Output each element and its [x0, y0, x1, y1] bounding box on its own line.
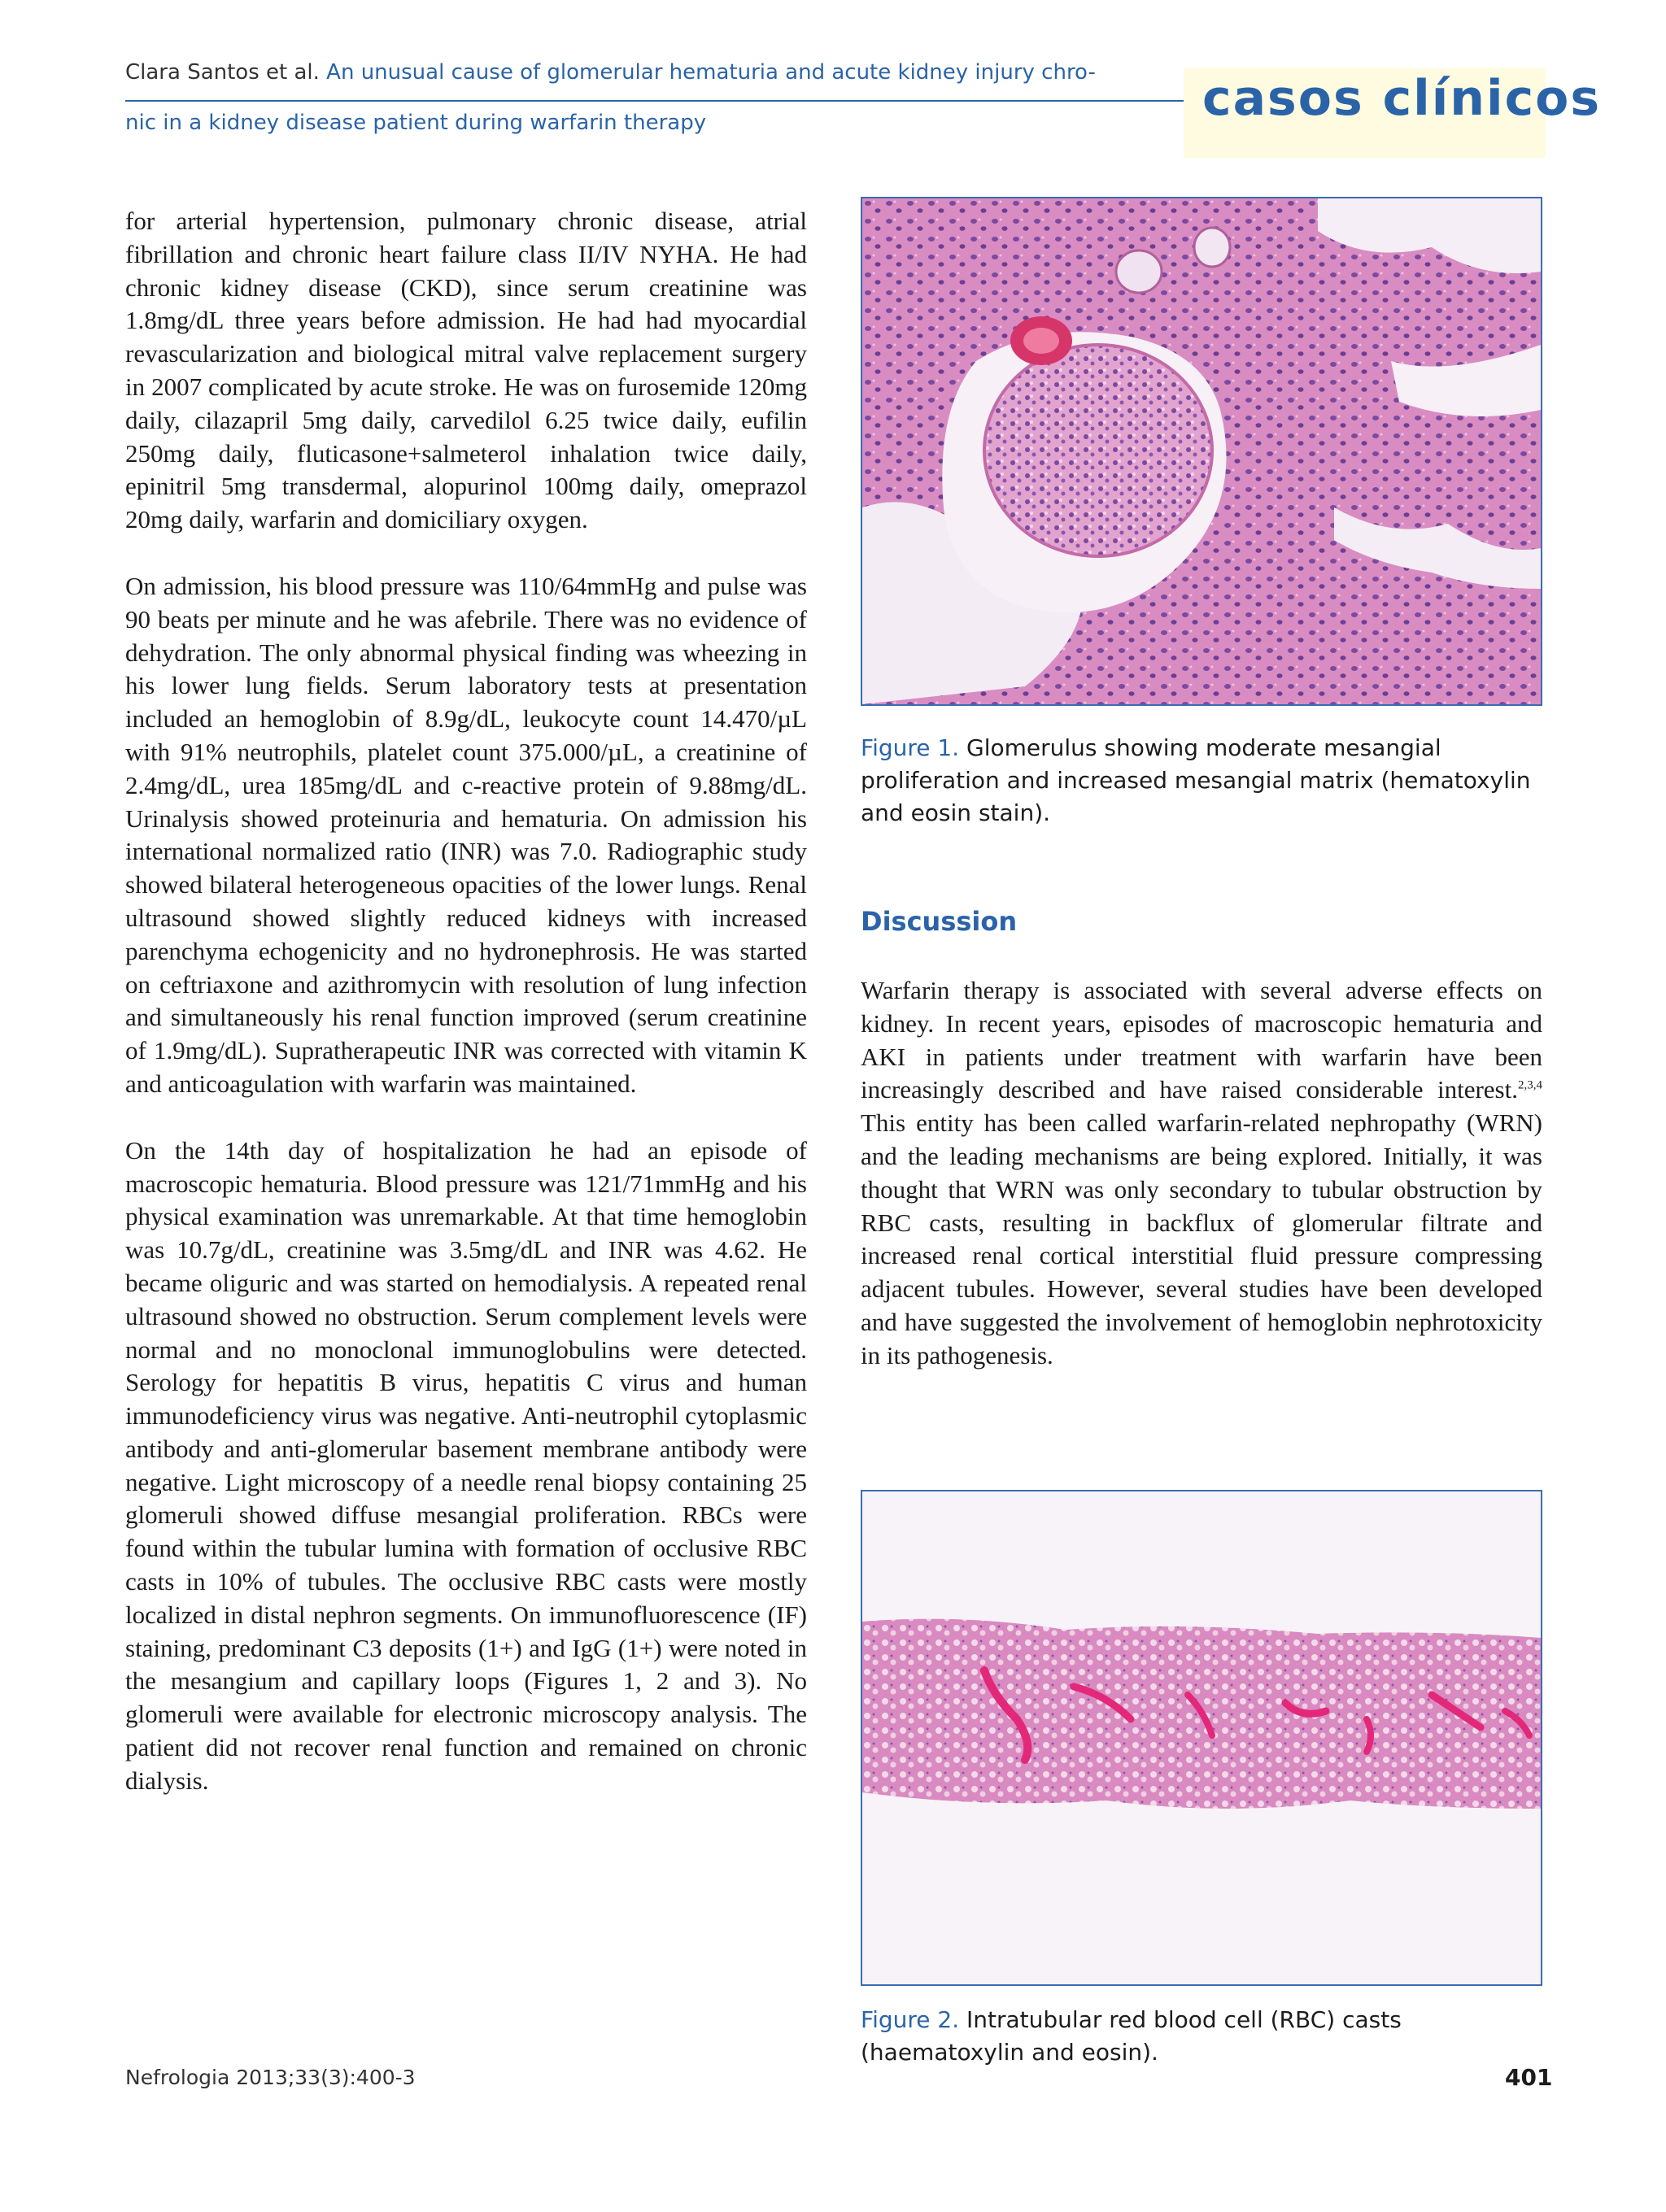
body-paragraph: On the 14th day of hospitalization he had an episode of macroscopic hematuria. Blood pressure was 121/71mmHg and his physical examination was unremarkable. At that time hemoglobin was 10.7g/dL, creatinine was 3.5mg/dL and INR was 4.62. He became oliguric and was started on hemodialysis. A repeated renal ultrasound showed no obstruction. Serum complement levels were normal and no monoclonal immunoglobulins were detected. Serology for hepatitis B virus, hepatitis C virus and human immunodeficiency virus was negative. Anti-neutrophil cytoplasmic antibody and anti-glomerular basement membrane antibody were negative. Light microscopy of a needle renal biopsy containing 25 glomeruli showed diffuse mesangial proliferation. RBCs were found within the tubular lumina with formation of occlusive RBC casts in 10% of tubules. The occlusive RBC casts were mostly localized in distal nephron segments. On immunofluorescence (IF) staining, predominant C3 deposits (1+) and IgG (1+) were noted in the mesangium and capillary loops (Figures 1, 2 and 3). No glomeruli were available for electronic microscopy analysis. The patient did not recover renal function and remained on chronic dialysis. — [125, 1135, 807, 1795]
footer-citation: Nefrologia 2013;33(3):400-3 — [125, 2066, 416, 2089]
figure-1-micrograph — [861, 197, 1542, 706]
body-paragraph: On admission, his blood pressure was 110/64mmHg and pulse was 90 beats per minute and he was afebrile. There was no evidence of dehydration. The only abnormal physical finding was wheezing in his lower lung fields. Serum laboratory tests at presentation included an hemoglobin of 8.9g/dL, leukocyte count 14.470/µL with 91% neutrophils, platelet count 375.000/µL, a creatinine of 2.4mg/dL, urea 185mg/dL and c-reactive protein of 9.88mg/dL. Urinalysis showed proteinuria and hematuria. On admission his international normalized ratio (INR) was 7.0. Radiographic study showed bilateral heterogeneous opacities of the lower lungs. Renal ultrasound showed slightly reduced kidneys with increased parenchyma echogenicity and no hydronephrosis. He was started on ceftriaxone and azithromycin with resolution of lung infection and simultaneously his renal function improved (serum creatinine of 1.9mg/dL). Supratherapeutic INR was corrected with vitamin K and anticoagulation with warfarin was maintained. — [125, 571, 807, 1098]
discussion-text-2: This entity has been called warfarin-related nephropathy (WRN) and the leading mechanisms are being explored. Initially, it was thought that WRN was only secondary to tubular obstruction by RBC casts, resulting in backflux of glomerular filtrate and increased renal cortical interstitial fluid pressure compressing adjacent tubules. However, several studies have been developed and have suggested the involvement of hemoglobin nephrotoxicity in its pathogenesis. — [861, 1108, 1542, 1369]
reference-superscript: 2,3,4 — [1518, 1079, 1542, 1093]
body-paragraph: for arterial hypertension, pulmonary chronic disease, atrial fibrillation and chronic heart failure class II/IV NYHA. He had chronic kidney disease (CKD), since serum creatinine was 1.8mg/dL three years before admission. He had had myocardial revascularization and biological mitral valve replacement surgery in 2007 complicated by acute stroke. He was on furosemide 120mg daily, cilazapril 5mg daily, carvedilol 6.25 twice daily, eufilin 250mg daily, fluticasone+salmeterol inhalation twice daily, epinitril 5mg transdermal, alopurinol 100mg daily, omeprazol 20mg daily, warfarin and domiciliary oxygen. — [125, 207, 807, 534]
header-title-part2: nic in a kidney disease patient during warfarin therapy — [125, 111, 707, 135]
figure-1-caption — [861, 732, 1542, 830]
figure-2-micrograph — [861, 1490, 1542, 1986]
figure-2-caption — [861, 2004, 1542, 2069]
page-number: 401 — [1505, 2064, 1553, 2091]
figure-1-label: Figure 1. — [861, 734, 960, 761]
glomerulus-image — [862, 198, 1541, 704]
running-header — [125, 60, 1183, 85]
discussion-text-1: Warfarin therapy is associated with several adverse effects on kidney. In recent years, episodes of macroscopic hematuria and AKI in patients under treatment with warfarin have been increasingly described and have raised considerable interest. — [861, 976, 1542, 1104]
header-divider — [125, 100, 1186, 102]
header-authors: Clara Santos et al. — [125, 60, 320, 85]
discussion-paragraph — [861, 974, 1542, 1373]
rbc-casts-image — [862, 1491, 1541, 1984]
header-title-part1: An unusual cause of glomerular hematuria and acute kidney injury chro- — [326, 60, 1096, 85]
section-title-discussion: Discussion — [861, 906, 1018, 937]
figure-2-label: Figure 2. — [861, 2006, 960, 2033]
figure-2-caption-text: Intratubular red blood cell (RBC) casts (haematoxylin and eosin). — [861, 2006, 1402, 2066]
discussion-body — [861, 974, 1542, 1373]
figure-1-caption-text: Glomerulus showing moderate mesangial proliferation and increased mesangial matrix (hematoxylin and eosin stain). — [861, 734, 1531, 826]
left-column — [125, 205, 807, 1831]
section-brand: casos clínicos — [1202, 70, 1602, 127]
